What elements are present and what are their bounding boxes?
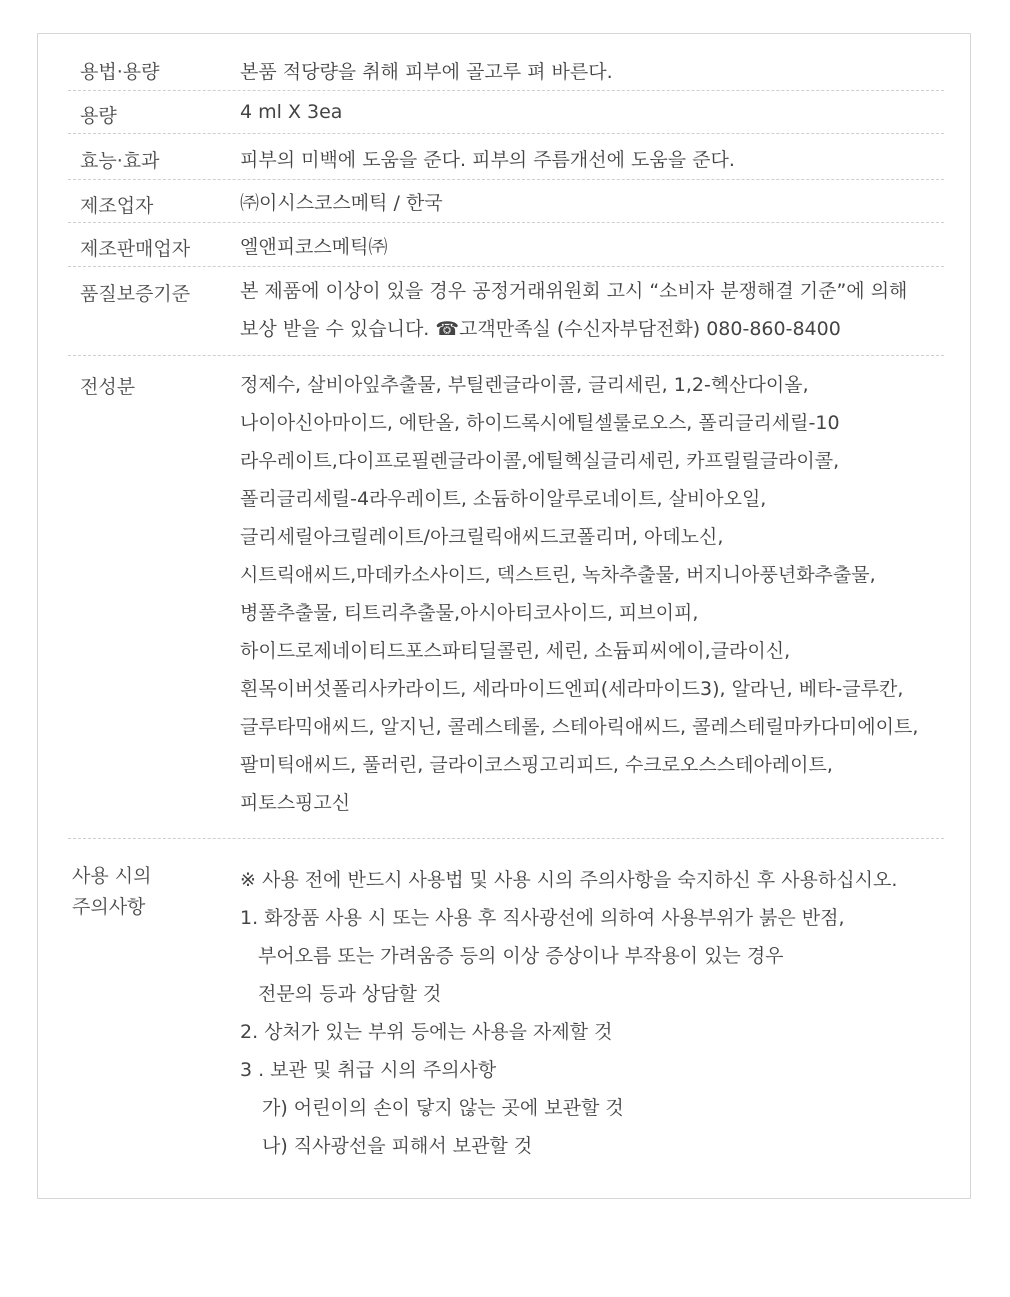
info-row-distributor bbox=[68, 223, 944, 267]
info-row-usage bbox=[68, 46, 944, 91]
effect-value: 피부의 미백에 도움을 준다. 피부의 주름개선에 도움을 준다. bbox=[240, 149, 735, 171]
caution-line: 1. 화장품 사용 시 또는 사용 후 직사광선에 의하여 사용부위가 붉은 반점, bbox=[240, 907, 845, 929]
distributor-label: 제조판매업자 bbox=[80, 238, 191, 260]
effect-label: 효능·효과 bbox=[80, 150, 160, 172]
caution-line: 나) 직사광선을 피해서 보관할 것 bbox=[262, 1135, 533, 1157]
caution-line: 부어오름 또는 가려움증 등의 이상 증상이나 부작용이 있는 경우 bbox=[258, 945, 784, 967]
caution-line: 가) 어린이의 손이 닿지 않는 곳에 보관할 것 bbox=[262, 1097, 624, 1119]
info-row-ingredients bbox=[68, 356, 944, 839]
manufacturer-label: 제조업자 bbox=[80, 195, 154, 217]
caution-label-line: 주의사항 bbox=[72, 896, 146, 918]
quality-label: 품질보증기준 bbox=[80, 283, 191, 305]
caution-line: 3 . 보관 및 취급 시의 주의사항 bbox=[240, 1059, 497, 1081]
ingredient-line: 글리세릴아크릴레이트/아크릴릭애씨드코폴리머, 아데노신, bbox=[240, 526, 724, 548]
ingredient-line: 피토스핑고신 bbox=[240, 792, 351, 814]
caution-label bbox=[72, 861, 151, 923]
ingredient-line: 시트릭애씨드,마데카소사이드, 덱스트린, 녹차추출물, 버지니아풍년화추출물, bbox=[240, 564, 876, 586]
quality-line: 보상 받을 수 있습니다. ☎고객만족실 (수신자부담전화) 080-860-8400 bbox=[240, 318, 841, 340]
ingredient-line: 폴리글리세릴-4라우레이트, 소듐하이알루로네이트, 살비아오일, bbox=[240, 488, 767, 510]
quality-line: 본 제품에 이상이 있을 경우 공정거래위원회 고시 “소비자 분쟁해결 기준”에 의해 bbox=[240, 280, 908, 302]
caution-label-line: 사용 시의 bbox=[72, 865, 152, 887]
volume-value: 4 ml X 3ea bbox=[240, 101, 343, 123]
ingredient-line: 하이드로제네이티드포스파티딜콜린, 세린, 소듐피씨에이,글라이신, bbox=[240, 640, 791, 662]
caution-list bbox=[240, 861, 897, 1165]
ingredient-line: 글루타믹애씨드, 알지닌, 콜레스테롤, 스테아릭애씨드, 콜레스테릴마카다미에이트, bbox=[240, 716, 919, 738]
ingredient-line: 라우레이트,다이프로필렌글라이콜,에틸헥실글리세린, 카프릴릴글라이콜, bbox=[240, 450, 840, 472]
quality-text bbox=[240, 272, 907, 348]
info-row-caution bbox=[68, 839, 944, 1169]
volume-label: 용량 bbox=[80, 105, 117, 127]
caution-line: ※ 사용 전에 반드시 사용법 및 사용 시의 주의사항을 숙지하신 후 사용하십시오. bbox=[240, 869, 898, 891]
info-row-manufacturer bbox=[68, 180, 944, 223]
ingredients-list bbox=[240, 366, 918, 822]
ingredient-line: 팔미틱애씨드, 풀러린, 글라이코스핑고리피드, 수크로오스스테아레이트, bbox=[240, 754, 833, 776]
distributor-value: 엘앤피코스메틱㈜ bbox=[240, 236, 388, 258]
ingredient-line: 흰목이버섯폴리사카라이드, 세라마이드엔피(세라마이드3), 알라닌, 베타-글루칸, bbox=[240, 678, 904, 700]
ingredients-label: 전성분 bbox=[80, 376, 136, 398]
manufacturer-value: ㈜이시스코스메틱 / 한국 bbox=[240, 192, 443, 214]
caution-line: 전문의 등과 상담할 것 bbox=[258, 983, 442, 1005]
info-row-volume bbox=[68, 91, 944, 134]
usage-value: 본품 적당량을 취해 피부에 골고루 펴 바른다. bbox=[240, 61, 613, 83]
ingredient-line: 정제수, 살비아잎추출물, 부틸렌글라이콜, 글리세린, 1,2-헥산다이올, bbox=[240, 374, 809, 396]
info-row-quality bbox=[68, 267, 944, 356]
info-row-effect bbox=[68, 134, 944, 180]
ingredient-line: 병풀추출물, 티트리추출물,아시아티코사이드, 피브이피, bbox=[240, 602, 699, 624]
caution-line: 2. 상처가 있는 부위 등에는 사용을 자제할 것 bbox=[240, 1021, 613, 1043]
ingredient-line: 나이아신아마이드, 에탄올, 하이드록시에틸셀룰로오스, 폴리글리세릴-10 bbox=[240, 412, 840, 434]
usage-label: 용법·용량 bbox=[80, 61, 160, 83]
